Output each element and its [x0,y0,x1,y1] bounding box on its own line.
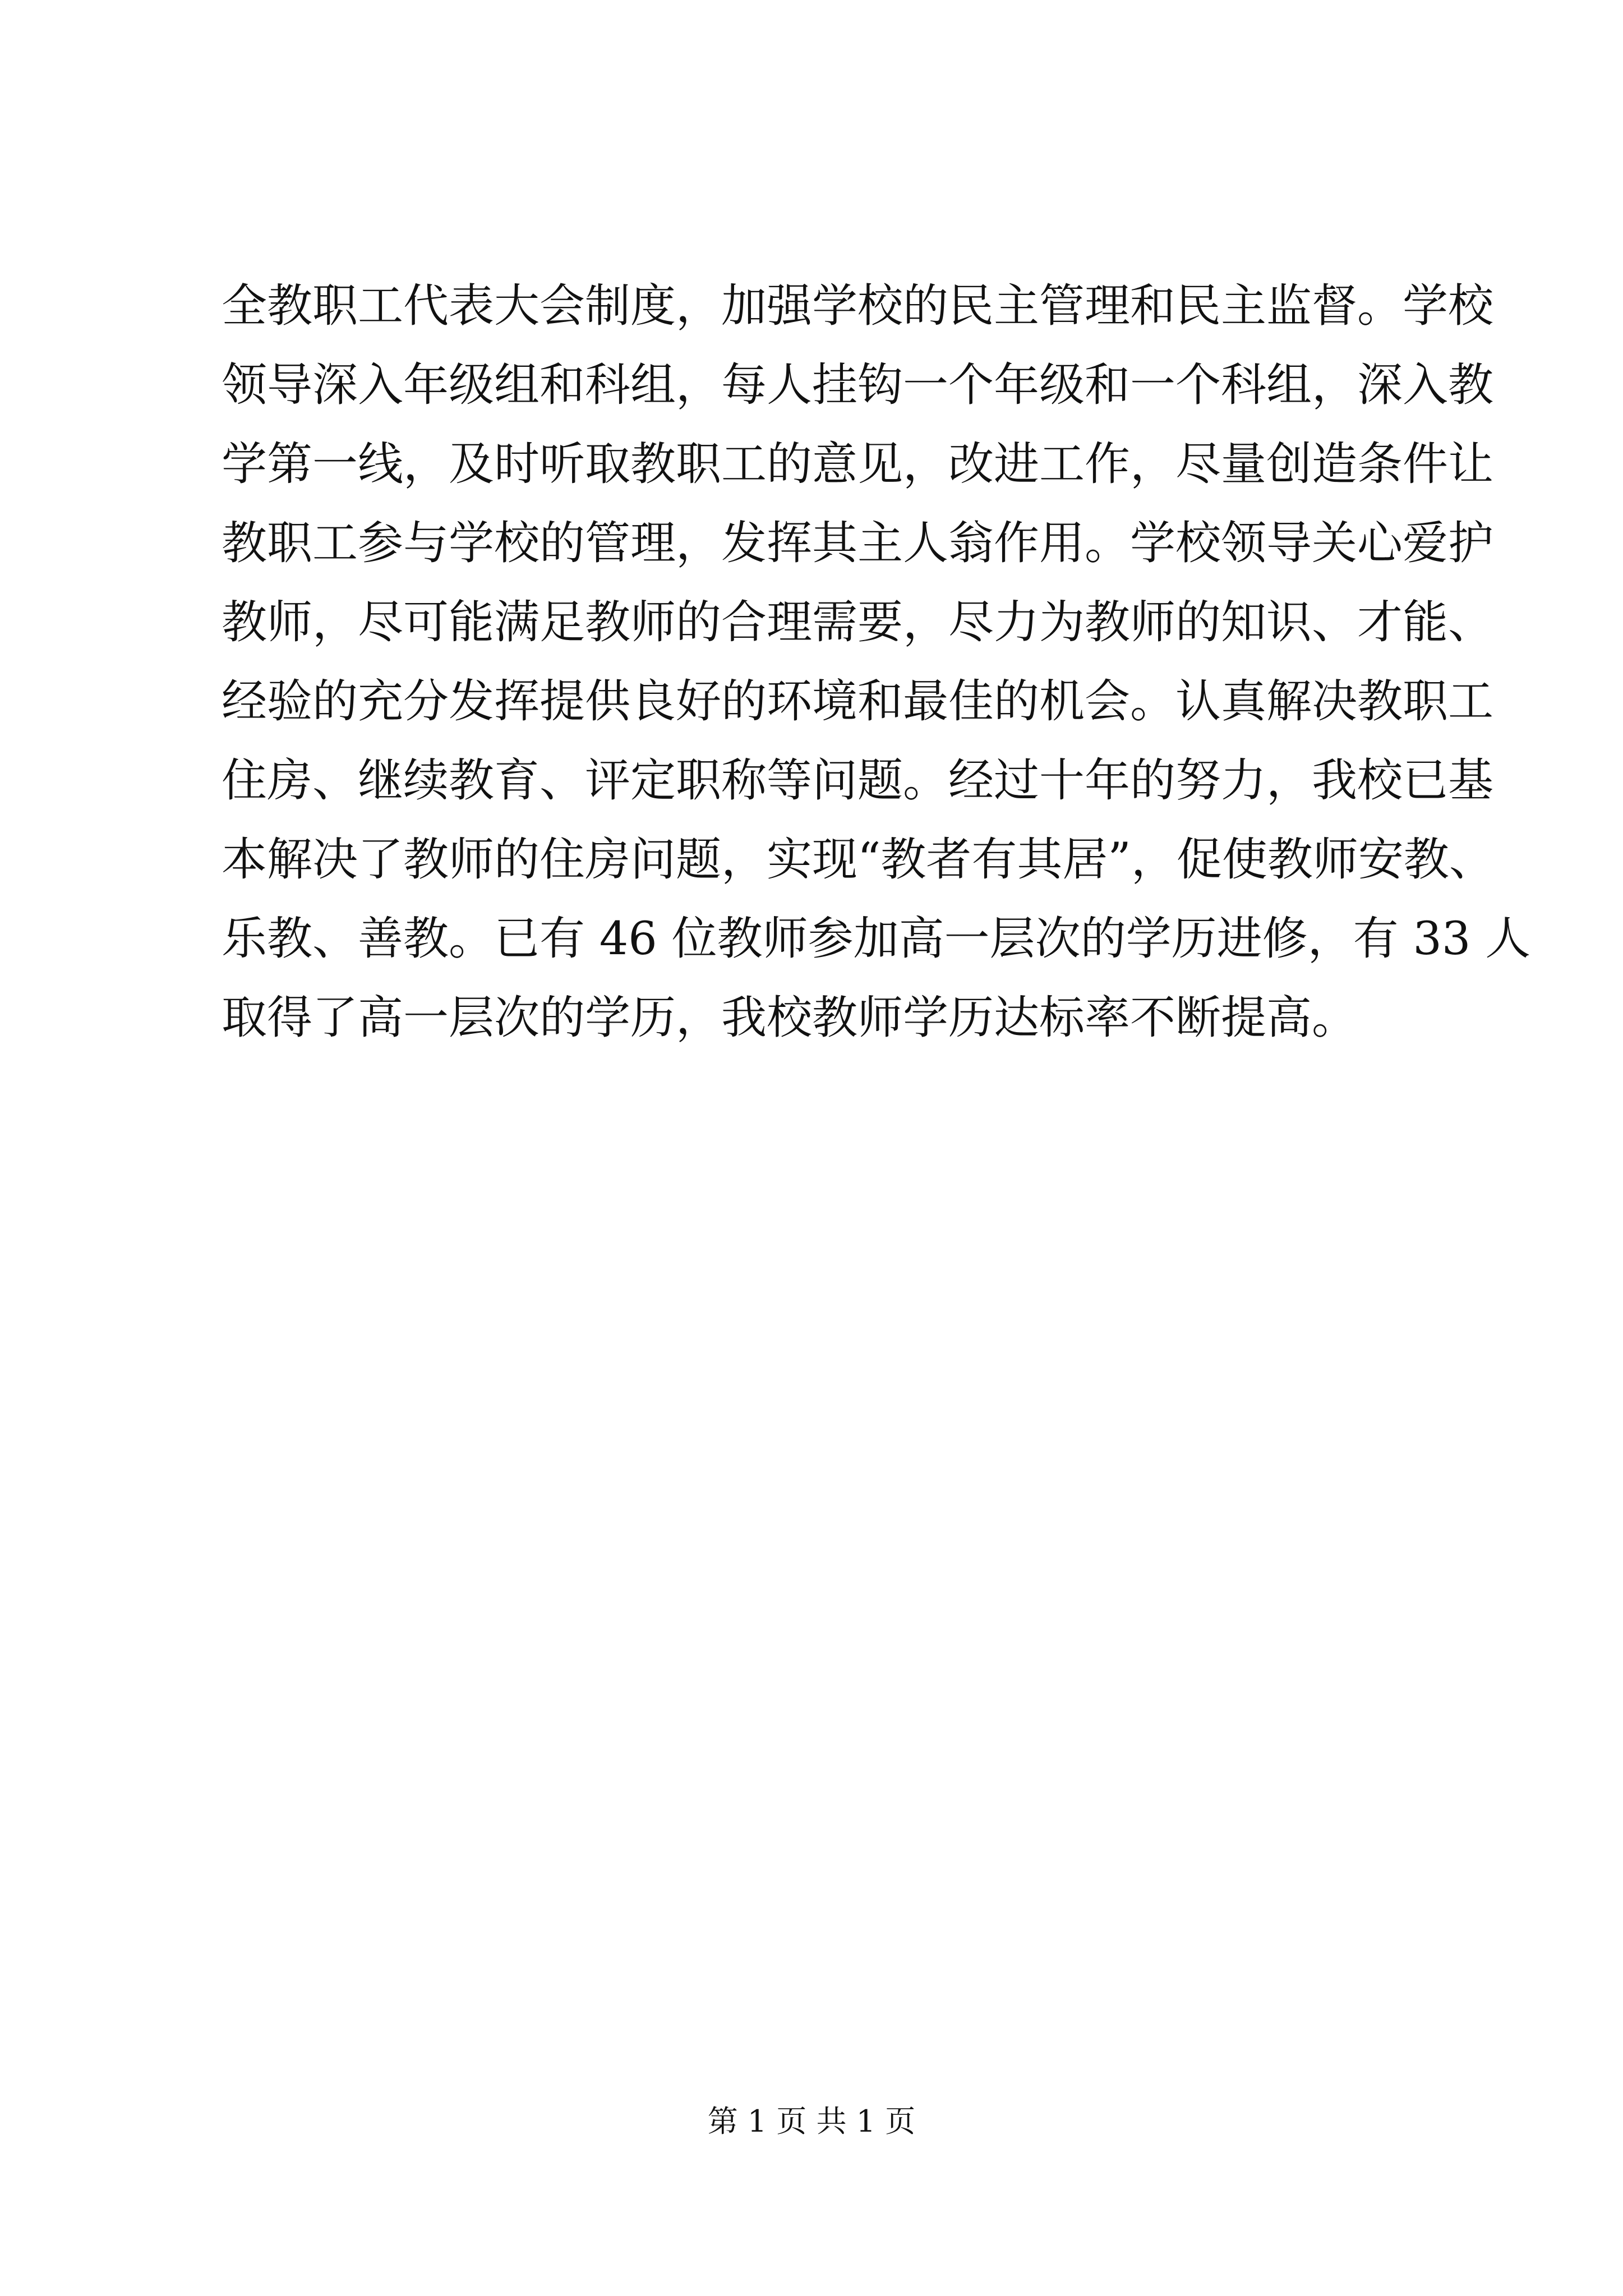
paragraph-line: 教师，尽可能满足教师的合理需要，尽力为教师的知识、才能、 [222,596,1494,649]
paragraph-line: 教职工参与学校的管理，发挥其主人翁作用。学校领导关心爱护 [222,517,1494,570]
body-paragraph [222,267,1531,1058]
page-number: 第 1 页 共 1 页 [707,2104,916,2139]
paragraph-line: 住房、继续教育、评定职称等问题。经过十年的努力，我校已基 [222,754,1494,807]
paragraph-line: 经验的充分发挥提供良好的环境和最佳的机会。认真解决教职工 [222,675,1494,728]
paragraph-line: 学第一线，及时听取教职工的意见，改进工作，尽量创造条件让 [222,438,1494,491]
page-footer [0,2099,1623,2144]
paragraph-line: 乐教、善教。已有 46 位教师参加高一层次的学历进修，有 33 人 [222,913,1531,965]
paragraph-line: 领导深入年级组和科组，每人挂钩一个年级和一个科组，深入教 [222,359,1494,412]
paragraph-line: 全教职工代表大会制度，加强学校的民主管理和民主监督。学校 [222,280,1494,333]
paragraph-line: 取得了高一层次的学历，我校教师学历达标率不断提高。 [222,992,1358,1045]
paragraph-line: 本解决了教师的住房问题，实现“教者有其居”，促使教师安教、 [222,834,1495,886]
